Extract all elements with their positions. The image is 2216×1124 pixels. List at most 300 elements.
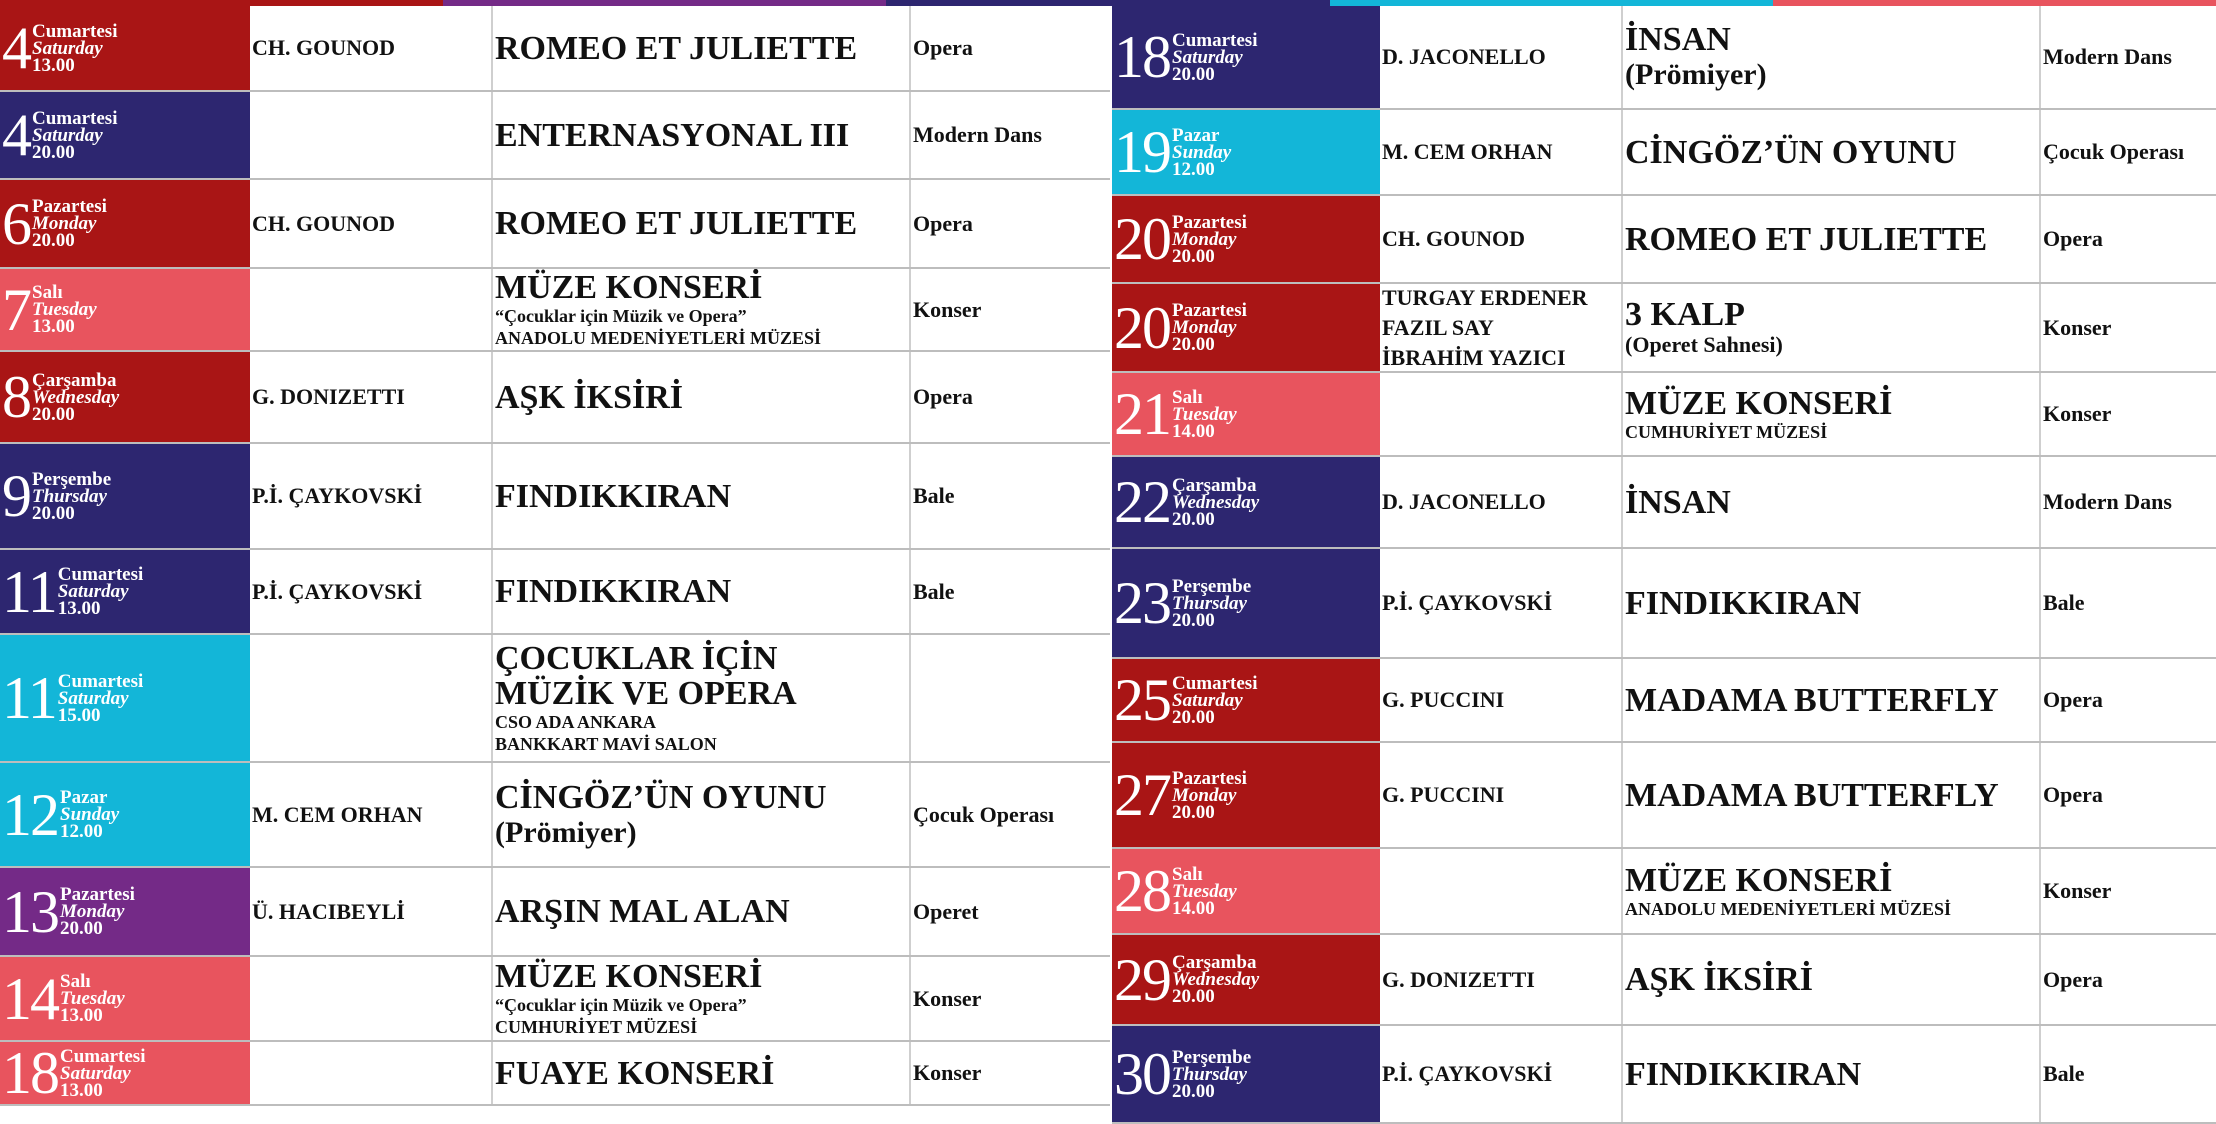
event-title: ROMEO ET JULIETTE <box>495 29 858 67</box>
composer-name: FAZIL SAY <box>1382 314 1494 340</box>
composer-name: G. PUCCINI <box>1382 687 1505 712</box>
day-info <box>32 107 118 163</box>
genre-cell <box>2041 549 2216 657</box>
genre-cell <box>911 6 1110 90</box>
event-note: ANADOLU MEDENİYETLERİ MÜZESİ <box>495 328 822 348</box>
genre-cell <box>2041 1026 2216 1122</box>
event-title: MÜZE KONSERİ <box>495 269 763 306</box>
event-note: (Operet Sahnesi) <box>1625 332 1783 357</box>
event-genre: Konser <box>2043 401 2112 426</box>
event-genre: Konser <box>913 296 982 322</box>
day-name-en: Saturday <box>57 687 129 709</box>
day-name-tr: Pazartesi <box>32 196 107 217</box>
composer-name: G. DONIZETTI <box>252 384 405 409</box>
composer-name: M. CEM ORHAN <box>252 801 423 827</box>
event-title: MÜZE KONSERİ <box>1625 384 1893 422</box>
day-number: 30 <box>1114 1041 1170 1107</box>
day-number: 13 <box>2 878 58 945</box>
event-row <box>0 269 1110 352</box>
event-time: 20.00 <box>1172 63 1215 85</box>
day-number: 12 <box>2 781 58 848</box>
title-cell <box>493 635 911 761</box>
event-title: MÜZE KONSERİ <box>495 958 763 995</box>
day-name-tr: Pazar <box>1172 124 1220 146</box>
composer-cell <box>1380 849 1623 933</box>
genre-cell <box>911 269 1110 350</box>
event-time: 15.00 <box>57 704 101 726</box>
event-time: 20.00 <box>32 141 75 163</box>
date-cell <box>0 957 250 1040</box>
event-title: 3 KALP <box>1625 296 1745 333</box>
event-time: 20.00 <box>32 502 75 524</box>
day-info <box>1172 29 1258 85</box>
day-name-tr: Cumartesi <box>60 1045 146 1067</box>
composer-cell <box>250 763 493 866</box>
day-info <box>1172 302 1247 353</box>
day-name-tr: Salı <box>32 282 63 303</box>
composer-cell <box>250 269 493 350</box>
day-info <box>1172 211 1247 267</box>
day-info <box>1172 386 1237 442</box>
event-note: CUMHURİYET MÜZESİ <box>1625 421 1828 442</box>
day-name-en: Saturday <box>1172 46 1243 68</box>
day-number: 4 <box>2 15 30 81</box>
composer-cell <box>250 352 493 442</box>
event-title: İNSAN <box>1625 483 1731 521</box>
event-title: ENTERNASYONAL III <box>495 116 850 154</box>
event-genre: Bale <box>913 483 955 508</box>
composer-cell <box>250 6 493 90</box>
genre-cell <box>2041 284 2216 371</box>
day-info <box>60 886 135 937</box>
event-title: AŞK İKSİRİ <box>1625 961 1814 998</box>
day-name-en: Sunday <box>1172 141 1232 163</box>
composer-name: CH. GOUNOD <box>252 35 395 60</box>
event-title: FINDIKKIRAN <box>1625 584 1862 622</box>
day-number: 25 <box>1114 667 1170 733</box>
composer-cell <box>1380 743 1623 847</box>
day-name-tr: Pazar <box>60 787 108 808</box>
composer-cell <box>250 550 493 633</box>
event-title: AŞK İKSİRİ <box>495 378 684 416</box>
composer-name: M. CEM ORHAN <box>1382 139 1553 164</box>
day-name-tr: Salı <box>1172 386 1203 408</box>
day-name-en: Monday <box>1172 317 1237 338</box>
event-row <box>1112 849 2216 935</box>
day-number: 27 <box>1114 762 1170 828</box>
day-name-en: Tuesday <box>32 299 97 320</box>
day-info <box>1172 474 1260 530</box>
composer-cell <box>1380 457 1623 547</box>
event-note: CSO ADA ANKARA <box>495 712 657 732</box>
day-name-tr: Cumartesi <box>32 20 118 42</box>
event-time: 20.00 <box>1172 801 1215 823</box>
event-genre: Opera <box>2043 226 2103 251</box>
date-cell <box>1112 457 1380 547</box>
event-row <box>0 6 1110 92</box>
day-name-en: Thursday <box>1172 1063 1247 1085</box>
composer-name: P.İ. ÇAYKOVSKİ <box>1382 590 1553 615</box>
title-cell <box>493 957 911 1040</box>
composer-cell <box>1380 110 1623 194</box>
composer-cell <box>250 868 493 955</box>
composer-cell <box>1380 659 1623 741</box>
title-cell <box>493 763 911 866</box>
event-genre: Konser <box>2043 878 2112 903</box>
title-cell <box>1623 110 2041 194</box>
date-cell <box>0 1042 250 1104</box>
day-number: 14 <box>2 965 58 1032</box>
title-cell <box>1623 196 2041 282</box>
date-cell <box>0 269 250 350</box>
day-name-en: Wednesday <box>1172 491 1260 513</box>
event-row <box>1112 1026 2216 1124</box>
event-time: 20.00 <box>60 918 103 939</box>
day-name-tr: Çarşamba <box>1172 474 1257 496</box>
event-row <box>1112 743 2216 849</box>
event-time: 20.00 <box>1172 508 1215 530</box>
event-genre: Opera <box>2043 782 2103 807</box>
day-info <box>1172 863 1237 919</box>
title-cell <box>493 868 911 955</box>
date-cell <box>0 180 250 267</box>
event-title: İNSAN <box>1625 21 1731 58</box>
date-cell <box>1112 196 1380 282</box>
title-cell <box>1623 373 2041 455</box>
composer-name: D. JACONELLO <box>1382 489 1546 514</box>
day-name-tr: Perşembe <box>1172 1046 1252 1068</box>
schedule-column-right <box>1112 6 2216 1124</box>
composer-cell <box>1380 1026 1623 1122</box>
composer-name: D. JACONELLO <box>1382 44 1546 69</box>
composer-cell <box>1380 284 1623 371</box>
title-cell <box>1623 743 2041 847</box>
event-time: 20.00 <box>32 403 75 425</box>
genre-cell <box>911 763 1110 866</box>
event-title: FUAYE KONSERİ <box>495 1054 775 1092</box>
day-name-tr: Pazartesi <box>1172 211 1247 233</box>
event-title: MADAMA BUTTERFLY <box>1625 681 1999 719</box>
day-name-en: Saturday <box>1172 689 1243 711</box>
event-genre: Konser <box>913 1060 982 1085</box>
day-name-en: Wednesday <box>1172 969 1260 990</box>
day-number: 6 <box>2 190 30 257</box>
event-time: 20.00 <box>1172 1080 1215 1102</box>
event-time: 13.00 <box>60 1079 103 1101</box>
event-time: 13.00 <box>32 54 75 76</box>
day-name-en: Tuesday <box>60 988 125 1009</box>
genre-cell <box>911 444 1110 548</box>
composer-name: CH. GOUNOD <box>1382 226 1525 251</box>
event-title: CİNGÖZ’ÜN OYUNU <box>495 778 827 816</box>
title-cell <box>493 92 911 178</box>
event-time: 13.00 <box>57 598 101 619</box>
day-name-en: Monday <box>1172 784 1237 806</box>
composer-cell <box>250 92 493 178</box>
day-name-tr: Cumartesi <box>1172 29 1258 51</box>
date-cell <box>1112 373 1380 455</box>
composer-name: G. DONIZETTI <box>1382 966 1535 992</box>
day-info <box>1172 672 1258 728</box>
day-info <box>57 670 144 726</box>
genre-cell <box>911 180 1110 267</box>
day-info <box>32 284 97 335</box>
event-title: MÜZİK VE OPERA <box>495 675 797 712</box>
composer-name: Ü. HACIBEYLİ <box>252 898 405 924</box>
title-cell <box>493 6 911 90</box>
day-name-tr: Perşembe <box>1172 575 1252 597</box>
day-number: 18 <box>1114 24 1170 90</box>
event-row <box>1112 284 2216 373</box>
day-number: 21 <box>1114 381 1170 447</box>
event-row <box>1112 935 2216 1026</box>
day-name-tr: Pazartesi <box>1172 767 1247 789</box>
event-row <box>0 352 1110 444</box>
day-name-tr: Pazartesi <box>1172 300 1247 321</box>
title-cell <box>493 180 911 267</box>
day-number: 20 <box>1114 294 1170 361</box>
event-title: MADAMA BUTTERFLY <box>1625 776 1999 814</box>
day-name-tr: Cumartesi <box>57 670 144 692</box>
date-cell <box>0 92 250 178</box>
event-genre: Opera <box>2043 966 2103 992</box>
event-title: FINDIKKIRAN <box>495 573 732 610</box>
day-info <box>60 1045 146 1101</box>
composer-cell <box>1380 935 1623 1024</box>
title-cell <box>493 269 911 350</box>
date-cell <box>0 550 250 633</box>
date-cell <box>1112 1026 1380 1122</box>
genre-cell <box>2041 849 2216 933</box>
day-info <box>1172 124 1232 180</box>
date-cell <box>1112 110 1380 194</box>
genre-cell <box>2041 6 2216 108</box>
day-number: 18 <box>2 1042 58 1106</box>
title-cell <box>493 444 911 548</box>
event-genre: Opera <box>913 35 973 60</box>
date-cell <box>1112 849 1380 933</box>
event-row <box>0 550 1110 635</box>
date-cell <box>0 6 250 90</box>
event-title: ROMEO ET JULIETTE <box>495 205 858 242</box>
composer-cell <box>250 444 493 548</box>
event-genre: Operet <box>913 898 979 924</box>
composer-cell <box>1380 196 1623 282</box>
event-title: ARŞIN MAL ALAN <box>495 893 790 930</box>
composer-name: P.İ. ÇAYKOVSKİ <box>1382 1061 1553 1086</box>
composer-name: G. PUCCINI <box>1382 782 1505 807</box>
event-genre: Bale <box>2043 590 2085 615</box>
day-name-en: Thursday <box>1172 592 1247 614</box>
title-cell <box>1623 659 2041 741</box>
genre-cell <box>911 92 1110 178</box>
title-cell <box>1623 935 2041 1024</box>
day-number: 7 <box>2 276 30 343</box>
event-genre: Konser <box>913 985 982 1011</box>
event-genre: Çocuk Operası <box>913 801 1055 827</box>
day-name-en: Wednesday <box>32 386 120 408</box>
day-number: 22 <box>1114 469 1170 535</box>
event-time: 12.00 <box>1172 158 1215 180</box>
date-cell <box>0 444 250 548</box>
event-genre: Opera <box>913 210 973 236</box>
composer-name: TURGAY ERDENER <box>1382 284 1588 310</box>
event-row <box>0 92 1110 180</box>
title-cell <box>493 352 911 442</box>
event-title: MÜZE KONSERİ <box>1625 861 1893 899</box>
day-name-en: Saturday <box>60 1062 131 1084</box>
date-cell <box>1112 659 1380 741</box>
composer-cell <box>1380 6 1623 108</box>
day-name-tr: Perşembe <box>32 468 112 490</box>
event-note: “Çocuklar için Müzik ve Opera” <box>495 306 747 326</box>
date-cell <box>1112 743 1380 847</box>
genre-cell <box>2041 457 2216 547</box>
date-cell <box>0 763 250 866</box>
composer-cell <box>250 1042 493 1104</box>
event-time: 20.00 <box>1172 706 1215 728</box>
event-time: 12.00 <box>60 821 103 842</box>
event-time: 20.00 <box>32 230 75 251</box>
genre-cell <box>911 550 1110 633</box>
event-genre: Modern Dans <box>2043 44 2172 69</box>
day-name-en: Thursday <box>32 485 107 507</box>
event-genre: Modern Dans <box>2043 489 2172 514</box>
event-title: FINDIKKIRAN <box>1625 1055 1862 1093</box>
day-name-tr: Cumartesi <box>32 107 118 129</box>
event-row <box>1112 549 2216 659</box>
event-note: ANADOLU MEDENİYETLERİ MÜZESİ <box>1625 898 1952 919</box>
day-info <box>32 20 118 76</box>
day-info <box>58 566 143 617</box>
genre-cell <box>2041 743 2216 847</box>
day-name-tr: Cumartesi <box>1172 672 1258 694</box>
event-genre: Çocuk Operası <box>2043 139 2185 164</box>
event-genre: Opera <box>2043 687 2103 712</box>
day-name-en: Saturday <box>32 37 103 59</box>
day-name-en: Tuesday <box>1172 880 1237 902</box>
event-genre: Modern Dans <box>913 122 1042 147</box>
day-info <box>32 198 107 249</box>
date-cell <box>0 635 250 761</box>
event-title: ROMEO ET JULIETTE <box>1625 220 1988 258</box>
event-row <box>0 763 1110 868</box>
event-title: CİNGÖZ’ÜN OYUNU <box>1625 133 1957 171</box>
event-time: 20.00 <box>1172 986 1215 1007</box>
day-number: 11 <box>2 665 56 731</box>
event-time: 14.00 <box>1172 420 1215 442</box>
day-number: 28 <box>1114 858 1170 924</box>
day-number: 8 <box>2 364 30 430</box>
day-name-tr: Çarşamba <box>32 369 117 391</box>
date-cell <box>0 352 250 442</box>
event-row <box>0 957 1110 1042</box>
event-row <box>1112 659 2216 743</box>
genre-cell <box>2041 196 2216 282</box>
event-row <box>0 868 1110 957</box>
genre-cell <box>911 352 1110 442</box>
title-cell <box>1623 549 2041 657</box>
composer-cell <box>250 635 493 761</box>
day-info <box>60 789 119 840</box>
event-row <box>1112 196 2216 284</box>
genre-cell <box>911 635 1110 761</box>
event-note: BANKKART MAVİ SALON <box>495 734 717 754</box>
title-cell <box>493 550 911 633</box>
genre-cell <box>911 868 1110 955</box>
day-number: 11 <box>2 558 56 625</box>
day-info <box>32 369 120 425</box>
day-info <box>60 973 125 1024</box>
day-name-tr: Pazartesi <box>60 884 135 905</box>
day-info <box>1172 767 1247 823</box>
composer-name: P.İ. ÇAYKOVSKİ <box>252 578 423 604</box>
day-info <box>32 468 112 524</box>
event-time: 13.00 <box>60 1005 103 1026</box>
day-name-tr: Salı <box>60 971 91 992</box>
day-number: 19 <box>1114 119 1170 185</box>
title-cell <box>493 1042 911 1104</box>
composer-name: P.İ. ÇAYKOVSKİ <box>252 483 423 508</box>
event-time: 20.00 <box>1172 245 1215 267</box>
day-number: 20 <box>1114 206 1170 272</box>
event-row <box>0 1042 1110 1106</box>
day-number: 9 <box>2 463 30 529</box>
event-genre: Konser <box>2043 314 2112 340</box>
title-cell <box>1623 1026 2041 1122</box>
event-genre: Bale <box>913 578 955 604</box>
event-genre: Opera <box>913 384 973 409</box>
date-cell <box>1112 549 1380 657</box>
event-row <box>0 444 1110 550</box>
date-cell <box>1112 6 1380 108</box>
composer-name: CH. GOUNOD <box>252 210 395 236</box>
day-name-tr: Cumartesi <box>57 564 144 585</box>
day-name-tr: Çarşamba <box>1172 952 1257 973</box>
event-time: 14.00 <box>1172 897 1215 919</box>
day-name-en: Sunday <box>60 804 120 825</box>
composer-name: İBRAHİM YAZICI <box>1382 344 1566 370</box>
genre-cell <box>2041 659 2216 741</box>
event-genre: Bale <box>2043 1061 2085 1086</box>
event-note: “Çocuklar için Müzik ve Opera” <box>495 995 747 1015</box>
day-info <box>1172 954 1259 1005</box>
schedule-column-left <box>0 6 1110 1106</box>
day-name-en: Monday <box>60 901 125 922</box>
event-row <box>0 180 1110 269</box>
genre-cell <box>911 1042 1110 1104</box>
composer-cell <box>1380 373 1623 455</box>
event-row <box>1112 457 2216 549</box>
composer-cell <box>250 957 493 1040</box>
day-number: 23 <box>1114 570 1170 636</box>
date-cell <box>0 868 250 955</box>
day-info <box>1172 1046 1252 1102</box>
event-row <box>1112 110 2216 196</box>
day-name-tr: Salı <box>1172 863 1203 885</box>
title-cell <box>1623 6 2041 108</box>
event-row <box>0 635 1110 763</box>
genre-cell <box>2041 373 2216 455</box>
day-name-en: Saturday <box>32 124 103 146</box>
event-row <box>1112 373 2216 457</box>
event-row <box>1112 6 2216 110</box>
genre-cell <box>2041 935 2216 1024</box>
event-note: CUMHURİYET MÜZESİ <box>495 1017 698 1037</box>
date-cell <box>1112 935 1380 1024</box>
day-info <box>1172 575 1252 631</box>
day-number: 29 <box>1114 946 1170 1013</box>
